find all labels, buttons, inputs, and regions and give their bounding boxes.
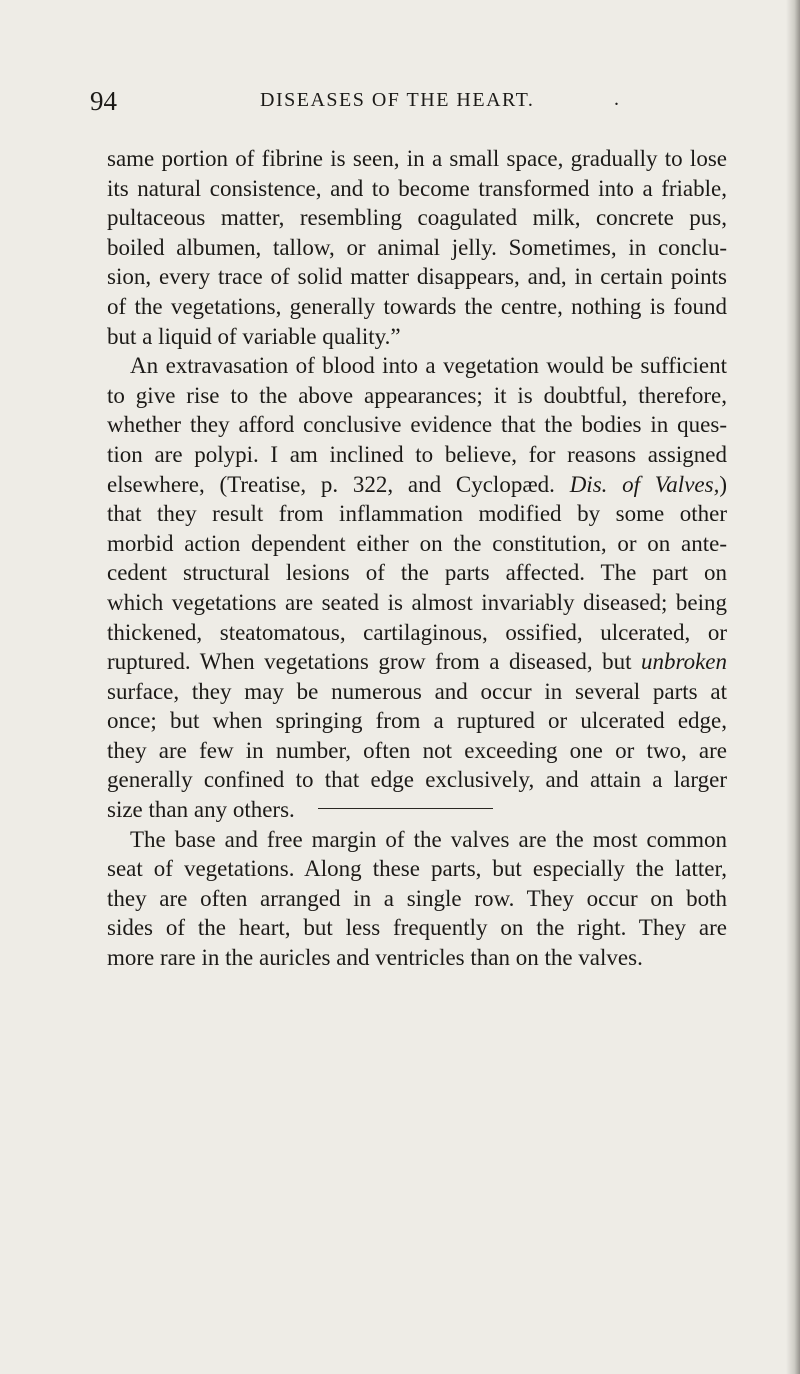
text-line: that they result from inflammation modified by some other <box>107 501 727 527</box>
page-number: 94 <box>90 86 117 116</box>
text-line: thickened, steatomatous, cartilaginous, ossified, ulcerated, or <box>107 619 727 645</box>
text-line: pultaceous matter, resembling coagulated milk, concrete pus, <box>107 205 727 231</box>
text-line: they are few in number, often not exceeding one or two, are <box>107 737 727 763</box>
text-line: seat of vegetations. Along these parts, but especially the latter, <box>107 856 727 882</box>
text-line: which vegetations are seated is almost invariably diseased; being <box>107 589 727 615</box>
text-line: size than any others. <box>107 797 295 823</box>
text-segment: elsewhere, (Treatise, p. 322, and Cyclopæd. <box>107 471 570 497</box>
text-segment: ruptured. When vegetations grow from a diseased, but <box>107 649 641 675</box>
text-line: morbid action dependent either on the constitution, or on ante- <box>107 530 727 556</box>
text-line-with-italic <box>107 647 727 677</box>
running-title: DISEASES OF THE HEART. <box>260 89 535 111</box>
text-line: An extravasation of blood into a vegetation would be sufficient <box>130 353 727 379</box>
text-line: The base and free margin of the valves are the most common <box>130 826 727 852</box>
text-line: tion are polypi. I am inclined to believe, for reasons assigned <box>107 441 727 467</box>
text-line: cedent structural lesions of the parts affected. The part on <box>107 560 727 586</box>
text-segment: ) <box>719 471 727 497</box>
text-line: they are often arranged in a single row. They occur on both <box>107 885 727 911</box>
section-divider <box>318 808 493 809</box>
text-line: to give rise to the above appearances; it is doubtful, therefore, <box>107 382 727 408</box>
text-line: generally confined to that edge exclusively, and attain a larger <box>107 767 727 793</box>
text-line: surface, they may be numerous and occur in several parts at <box>107 678 727 704</box>
text-line: but a liquid of variable quality.” <box>107 323 401 349</box>
italic-emphasis: unbroken <box>640 649 727 675</box>
text-line: boiled albumen, tallow, or animal jelly. Sometimes, in conclu- <box>107 234 727 260</box>
body-text <box>107 144 727 973</box>
paragraph-2 <box>107 351 727 825</box>
page-header <box>90 86 730 116</box>
text-line: same portion of fibrine is seen, in a small space, gradually to lose <box>107 146 727 171</box>
text-line: sides of the heart, but less frequently on the right. They are <box>107 915 727 941</box>
italic-citation: Dis. of Valves, <box>569 471 720 497</box>
text-line: whether they afford conclusive evidence that the bodies in ques- <box>107 412 727 438</box>
text-line: sion, every trace of solid matter disappears, and, in certain points <box>107 264 727 290</box>
stray-mark: . <box>614 88 619 110</box>
text-line: its natural consistence, and to become transformed into a friable, <box>107 175 727 201</box>
page-edge-shadow <box>786 0 800 1374</box>
text-line-with-italic <box>107 470 727 500</box>
paragraph-3 <box>107 825 727 973</box>
text-line: once; but when springing from a ruptured or ulcerated edge, <box>107 708 727 734</box>
text-line: more rare in the auricles and ventricles than on the valves. <box>107 945 643 971</box>
paragraph-1 <box>107 144 727 351</box>
text-line: of the vegetations, generally towards the centre, nothing is found <box>107 293 727 319</box>
